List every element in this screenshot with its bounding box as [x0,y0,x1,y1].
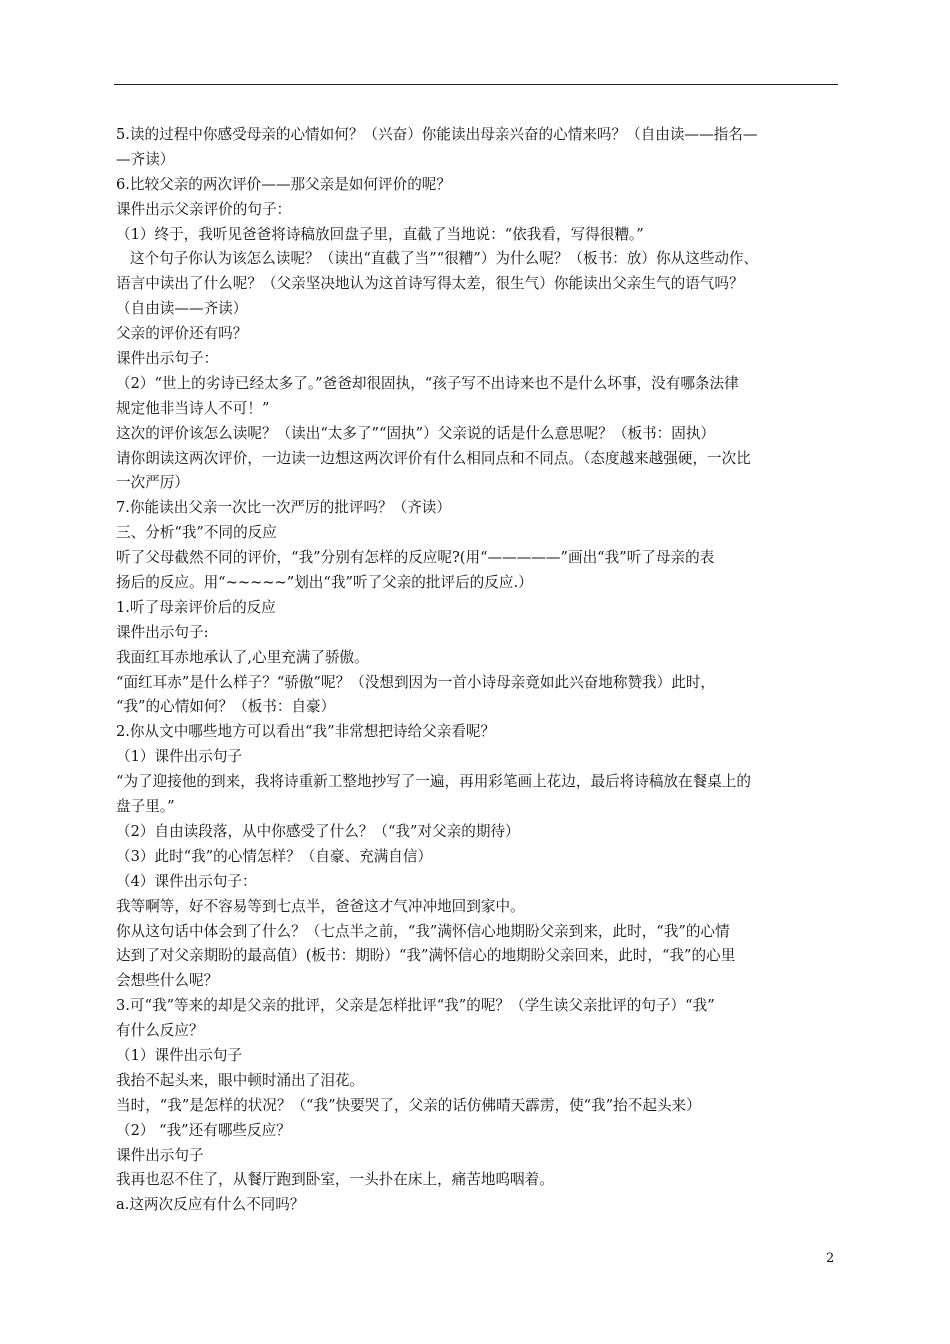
text-line: 听了父母截然不同的评价，“我”分别有怎样的反应呢?(用“—————”画出“我”听了母亲的表 [116,549,715,567]
text-line: 我再也忍不住了，从餐厅跑到卧室，一头扑在床上，痛苦地呜咽着。 [116,1171,554,1189]
text-line: （3）此时“我”的心情怎样？（自豪、充满自信） [116,847,433,865]
text-line: （2）自由读段落，从中你感受了什么？（“我”对父亲的期待） [116,822,520,840]
text-line: 课件出示句子: [116,623,209,641]
text-line: —齐读） [116,150,175,168]
document-body [116,123,838,1218]
text-line: （1）课件出示句子 [116,748,243,766]
text-line: 请你朗读这两次评价，一边读一边想这两次评价有什么相同点和不同点。（态度越来越强硬，一次比 [116,449,751,467]
text-line: （1）课件出示句子 [116,1046,243,1064]
text-line: 语言中读出了什么呢？（父亲坚决地认为这首诗写得太差，很生气）你能读出父亲生气的语气吗？ [116,275,744,293]
text-line: 会想些什么呢？ [116,972,219,990]
text-line: 规定他非当诗人不可！” [116,399,270,417]
text-line: 我等啊等，好不容易等到七点半，爸爸这才气冲冲地回到家中。 [116,897,525,915]
text-line: 有什么反应？ [116,1022,204,1040]
text-line: “我”的心情如何？（板书：自豪） [116,698,336,716]
text-line: 这个句子你认为该怎么读呢？（读出“直截了当”“很糟”）为什么呢？（板书：放）你从这些动作、 [116,250,759,268]
text-line: 5.读的过程中你感受母亲的心情如何？（兴奋）你能读出母亲兴奋的心情来吗？（自由读——指名— [116,126,758,143]
text-line: 达到了对父亲期盼的最高值）(板书：期盼）“我”满怀信心的地期盼父亲回来，此时，“我”的心里 [116,947,736,965]
section-heading: 三、分析“我”不同的反应 [116,524,277,542]
text-line: （2）“世上的劣诗已经太多了。”爸爸却很固执，“孩子写不出诗来也不是什么坏事，没有哪条法律 [116,374,739,392]
text-line: 课件出示句子 [116,1146,204,1164]
text-line: 3.可“我”等来的却是父亲的批评，父亲是怎样批评“我”的呢？（学生读父亲批评的句子）“我” [116,997,715,1015]
text-line: （4）课件出示句子： [116,872,257,890]
header-rule [114,84,838,85]
text-line: 盘子里。” [116,798,175,816]
text-line: 课件出示句子： [116,350,219,368]
text-line: （2） “我”还有哪些反应？ [116,1121,291,1139]
text-line: a.这两次反应有什么不同吗？ [116,1196,305,1214]
text-line: 7.你能读出父亲一次比一次严厉的批评吗？（齐读） [116,499,451,517]
text-line: 6.比较父亲的两次评价——那父亲是如何评价的呢？ [116,175,451,193]
text-line: 2.你从文中哪些地方可以看出“我”非常想把诗给父亲看呢？ [116,723,496,741]
text-line: （1）终于，我听见爸爸将诗稿放回盘子里，直截了当地说：“依我看，写得很糟。” [116,225,644,243]
text-line: 我抬不起头来，眼中顿时涌出了泪花。 [116,1071,365,1089]
text-line: “面红耳赤”是什么样子？“骄傲”呢？（没想到因为一首小诗母亲竟如此兴奋地称赞我）此时， [116,673,716,691]
text-line: 这次的评价该怎么读呢？（读出“太多了”“固执”）父亲说的话是什么意思呢？（板书：固执） [116,424,716,442]
text-line: 一次严厉） [116,474,189,492]
text-line: “为了迎接他的到来，我将诗重新工整地抄写了一遍，再用彩笔画上花边，最后将诗稿放在餐桌上的 [116,773,751,791]
text-line: 你从这句话中体会到了什么？（七点半之前，“我”满怀信心地期盼父亲到来，此时，“我”的心情 [116,922,730,940]
text-line: 父亲的评价还有吗？ [116,325,248,343]
text-line: 扬后的反应。用“~~~~~”划出“我”听了父亲的批评后的反应.） [116,574,533,592]
text-line: 当时，“我”是怎样的状况？（“我”快要哭了，父亲的话仿佛晴天霹雳，使“我”抬不起头来） [116,1096,701,1114]
text-line: 课件出示父亲评价的句子： [116,200,292,218]
text-line: （自由读——齐读） [116,300,248,318]
page-number: 2 [826,1251,835,1266]
text-line: 我面红耳赤地承认了,心里充满了骄傲。 [116,648,369,666]
text-line: 1.听了母亲评价后的反应 [116,598,276,616]
